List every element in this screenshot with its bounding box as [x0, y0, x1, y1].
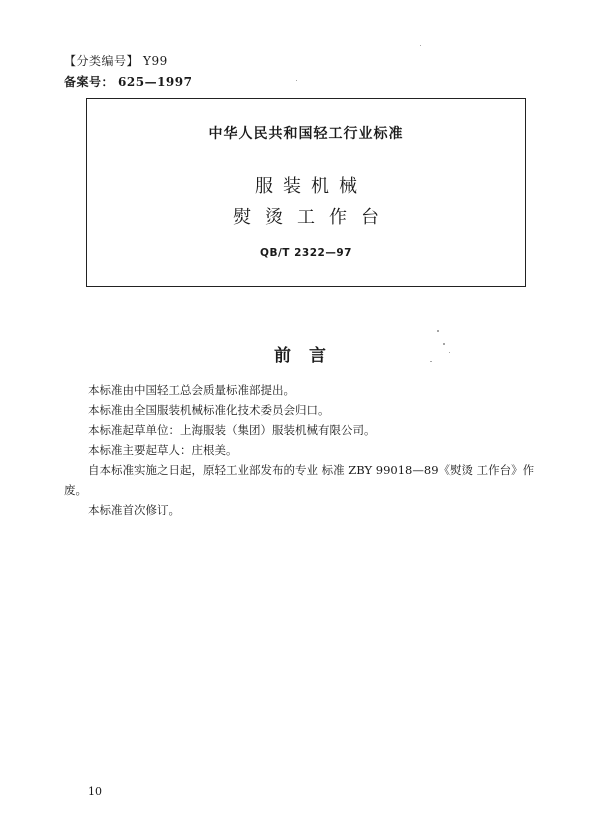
- record-label: 备案号：: [64, 75, 115, 89]
- preface-paragraph: 本标准由全国服装机械标准化技术委员会归口。: [88, 403, 330, 417]
- standard-title: 中华人民共和国轻工行业标准: [208, 126, 404, 142]
- document-title-line1: 服装机械: [255, 176, 367, 197]
- classification-number: [64, 52, 168, 69]
- preface-body: [64, 380, 544, 520]
- title-box: [86, 98, 526, 287]
- scan-speck: [449, 352, 450, 353]
- preface-paragraph: 自本标准实施之日起，原轻工业部发布的专业 标准 ZBY 99018—89《熨烫 工作台》作废。: [64, 463, 535, 497]
- preface-paragraph: 本标准起草单位：上海服装（集团）服装机械有限公司。: [88, 423, 376, 437]
- preface-paragraph: 本标准由中国轻工总会质量标准部提出。: [88, 383, 295, 397]
- classification-label: 【分类编号】: [64, 54, 140, 68]
- scan-speck: [420, 45, 421, 46]
- scan-speck: [296, 80, 297, 81]
- scan-speck: [430, 361, 432, 362]
- scan-speck: [443, 343, 445, 345]
- scan-speck: [437, 330, 439, 332]
- preface-heading: 前言: [274, 346, 344, 366]
- document-title-line2: 熨烫工作台: [233, 207, 393, 228]
- standard-code: QB/T 2322—97: [260, 247, 352, 259]
- record-value: 625—1997: [118, 75, 193, 89]
- preface-paragraph: 本标准首次修订。: [88, 503, 180, 517]
- record-number: [64, 73, 192, 90]
- preface-paragraph: 本标准主要起草人：庄根美。: [88, 443, 238, 457]
- page-number: 10: [88, 785, 102, 798]
- classification-value: Y99: [143, 54, 168, 68]
